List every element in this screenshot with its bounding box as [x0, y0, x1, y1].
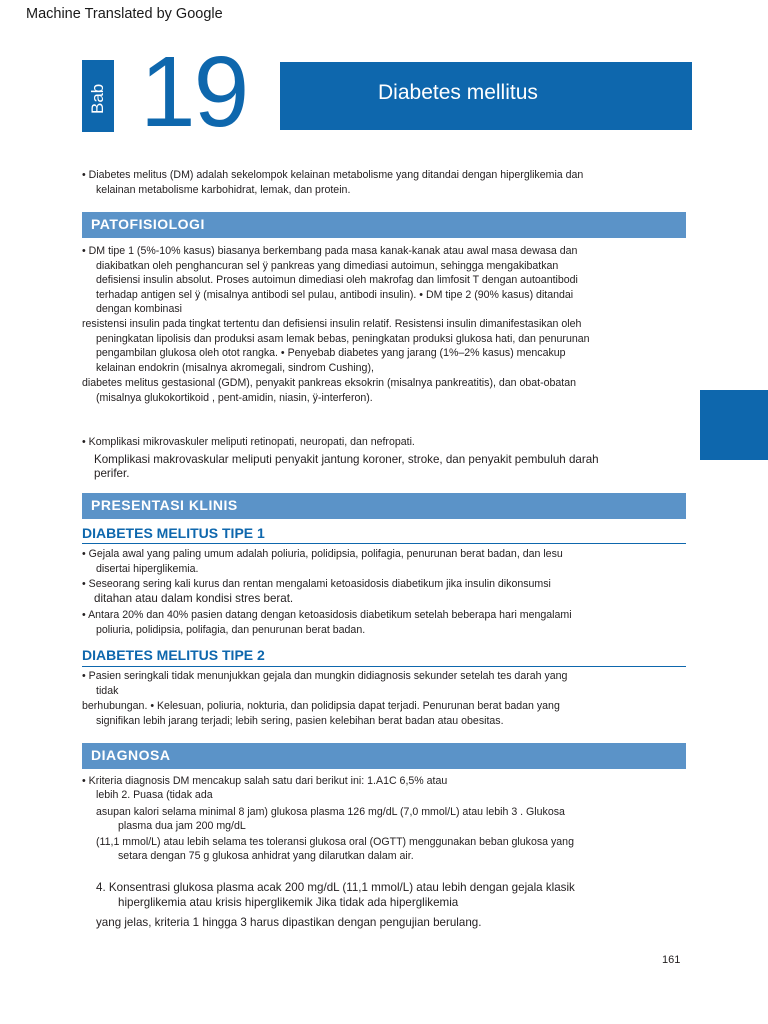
body-line: berhubungan. • Kelesuan, poliuria, nokturia, dan polidipsia dapat terjadi. Penurunan berat badan yang [82, 700, 560, 712]
body-line: perifer. [94, 467, 130, 480]
section-title: PRESENTASI KLINIS [91, 497, 238, 513]
section-title: PATOFISIOLOGI [91, 216, 205, 232]
section-header-diagnosa [82, 743, 686, 769]
body-line: yang jelas, kriteria 1 hingga 3 harus dipastikan dengan pengujian berulang. [96, 916, 482, 929]
chapter-number: 19 [140, 36, 248, 148]
subsection-rule [82, 666, 686, 667]
body-line: signifikan lebih jarang terjadi; lebih sering, pasien kelebihan berat badan atau obesitas. [96, 715, 504, 727]
subsection-rule [82, 543, 686, 544]
body-line: pengambilan glukosa oleh otot rangka. • Penyebab diabetes yang jarang (1%–2% kasus) mencakup [96, 347, 566, 359]
chapter-title: Diabetes mellitus [378, 81, 538, 104]
body-line: disertai hiperglikemia. [96, 563, 199, 575]
section-header-presentasi-klinis [82, 493, 686, 519]
body-line: tidak [96, 685, 119, 697]
section-title: DIAGNOSA [91, 747, 171, 763]
body-line: • DM tipe 1 (5%-10% kasus) biasanya berkembang pada masa kanak-kanak atau awal masa dewasa dan [82, 245, 578, 257]
intro-line: • Diabetes melitus (DM) adalah sekelompok kelainan metabolisme yang ditandai dengan hiperglikemia dan [82, 169, 584, 181]
machine-translation-banner: Machine Translated by Google [26, 6, 223, 22]
subsection-title-tipe1: DIABETES MELITUS TIPE 1 [82, 525, 265, 541]
body-line: defisiensi insulin absolut. Proses autoimun dimediasi oleh makrofag dan limfosit T dengan autoantibodi [96, 274, 578, 286]
body-line: plasma dua jam 200 mg/dL [118, 820, 246, 832]
body-line: peningkatan lipolisis dan produksi asam lemak bebas, peningkatan produksi glukosa hati, dan penurunan [96, 333, 590, 345]
body-line: • Seseorang sering kali kurus dan rentan mengalami ketoasidosis diabetikum jika insulin dikonsumsi [82, 578, 551, 590]
body-line: setara dengan 75 g glukosa anhidrat yang dilarutkan dalam air. [118, 850, 414, 862]
section-header-patofisiologi [82, 212, 686, 238]
body-line: • Komplikasi mikrovaskuler meliputi retinopati, neuropati, dan nefropati. [82, 436, 415, 448]
body-line: hiperglikemia atau krisis hiperglikemik Jika tidak ada hiperglikemia [118, 896, 459, 909]
side-thumb-tab [700, 390, 768, 460]
body-line: resistensi insulin pada tingkat tertentu dan defisiensi insulin relatif. Resistensi insulin dimanifestasikan oleh [82, 318, 582, 330]
body-line: poliuria, polidipsia, polifagia, dan penurunan berat badan. [96, 624, 366, 636]
body-line: dengan kombinasi [96, 303, 182, 315]
body-line: diakibatkan oleh penghancuran sel ÿ pankreas yang dimediasi autoimun, sehingga mengakibatkan [96, 260, 559, 272]
body-line: • Gejala awal yang paling umum adalah poliuria, polidipsia, polifagia, penurunan berat badan, dan lesu [82, 548, 563, 560]
body-line: kelainan endokrin (misalnya akromegali, sindrom Cushing), [96, 362, 374, 374]
body-line: ditahan atau dalam kondisi stres berat. [94, 592, 294, 605]
body-line: • Pasien seringkali tidak menunjukkan gejala dan mungkin didiagnosis sekunder setelah tes darah yang [82, 670, 568, 682]
body-line: • Kriteria diagnosis DM mencakup salah satu dari berikut ini: 1.A1C 6,5% atau [82, 775, 448, 787]
subsection-title-tipe2: DIABETES MELITUS TIPE 2 [82, 647, 265, 663]
body-line: lebih 2. Puasa (tidak ada [96, 789, 213, 801]
body-line: Komplikasi makrovaskular meliputi penyakit jantung koroner, stroke, dan penyakit pembuluh darah [94, 453, 599, 466]
body-line: (misalnya glukokortikoid , pent-amidin, niasin, ÿ-interferon). [96, 392, 373, 404]
page-number: 161 [662, 954, 681, 966]
body-line: 4. Konsentrasi glukosa plasma acak 200 mg/dL (11,1 mmol/L) atau lebih dengan gejala klasik [96, 881, 575, 894]
body-line: • Antara 20% dan 40% pasien datang dengan ketoasidosis diabetikum setelah beberapa hari mengalami [82, 609, 572, 621]
body-line: asupan kalori selama minimal 8 jam) glukosa plasma 126 mg/dL (7,0 mmol/L) atau lebih 3 . Glukosa [96, 806, 565, 818]
body-line: diabetes melitus gestasional (GDM), penyakit pankreas eksokrin (misalnya pankreatitis), dan obat-obatan [82, 377, 577, 389]
chapter-label: Bab [88, 83, 107, 114]
body-line: terhadap antigen sel ÿ (misalnya antibodi sel pulau, antibodi insulin). • DM tipe 2 (90% kasus) ditandai [96, 289, 574, 301]
body-line: (11,1 mmol/L) atau lebih selama tes toleransi glukosa oral (OGTT) menggunakan beban glukosa yang [96, 836, 574, 848]
intro-line: kelainan metabolisme karbohidrat, lemak, dan protein. [96, 184, 351, 196]
